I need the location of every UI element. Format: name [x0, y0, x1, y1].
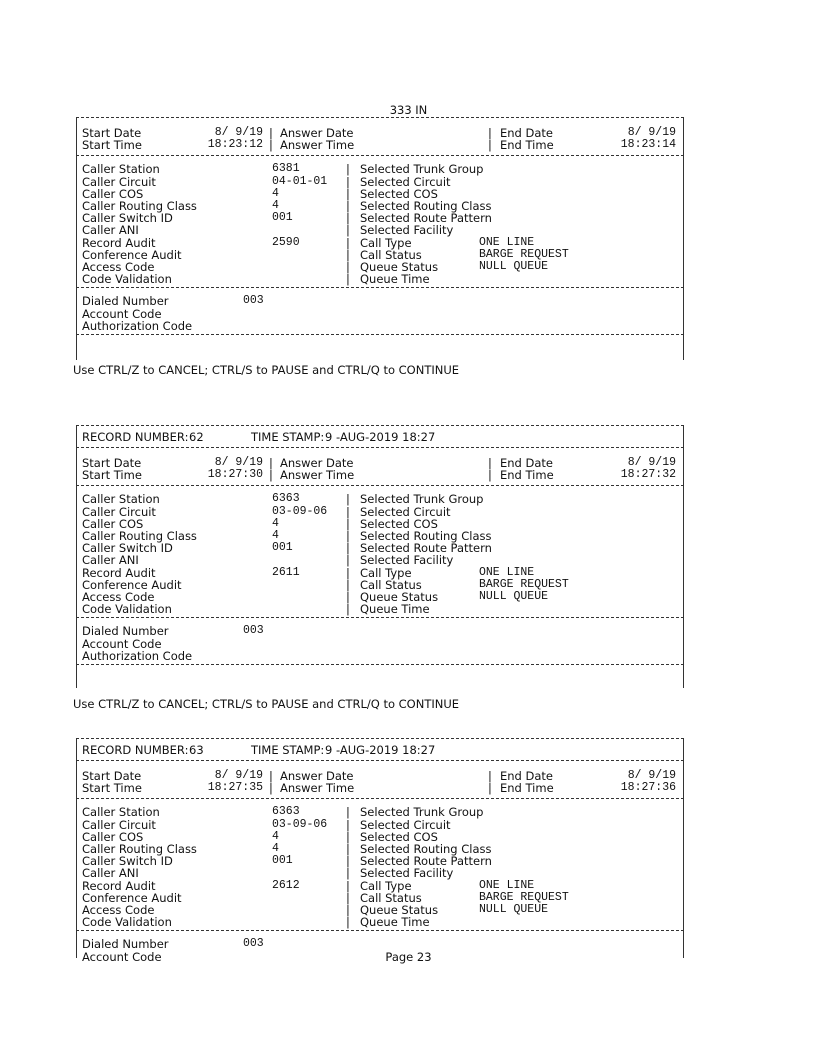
selected-field-value: NULL QUEUE [479, 260, 549, 273]
start-date-value: 8/ 9/19 [214, 769, 263, 782]
answer-time-label: Answer Time [280, 468, 355, 483]
bottom-rule [76, 334, 684, 335]
caller-field-label: Caller COS [82, 516, 144, 531]
account-code-label: Account Code [82, 306, 162, 321]
column-divider: | [346, 174, 350, 189]
left-border [76, 117, 77, 360]
caller-field-label: Caller Station [82, 162, 160, 177]
top-rule [76, 738, 684, 739]
caller-field-value: 03-09-06 [272, 504, 328, 518]
selected-field-label: Queue Time [360, 272, 430, 287]
selected-field-label: Call Type [360, 878, 412, 893]
selected-field-label: Selected Circuit [360, 174, 451, 189]
selected-field-label: Selected Route Pattern [360, 211, 492, 226]
column-divider: | [269, 138, 273, 153]
caller-field-value: 2590 [272, 235, 300, 249]
column-divider: | [488, 468, 492, 483]
column-divider: | [269, 126, 273, 140]
selected-field-label: Queue Status [360, 903, 439, 917]
answer-date-label: Answer Date [280, 456, 354, 470]
caller-field-label: Caller Routing Class [82, 529, 197, 543]
right-border [683, 425, 684, 688]
column-divider: | [346, 492, 350, 507]
column-divider: | [346, 854, 350, 869]
end-date-value: 8/ 9/19 [627, 126, 676, 139]
column-divider: | [346, 272, 350, 287]
top-rule [76, 425, 684, 426]
end-time-label: End Time [500, 138, 554, 153]
end-time-label: End Time [500, 468, 554, 483]
caller-field-label: Caller Circuit [82, 504, 156, 519]
selected-field-label: Selected Trunk Group [360, 492, 484, 507]
end-date-value: 8/ 9/19 [627, 769, 676, 782]
time-stamp-value: 9 -AUG-2019 18:27 [325, 430, 436, 444]
section-rule [76, 155, 684, 156]
column-divider: | [269, 781, 273, 796]
column-divider: | [488, 456, 492, 470]
column-divider: | [346, 577, 350, 592]
selected-field-label: Selected Routing Class [360, 842, 492, 856]
caller-field-label: Caller Switch ID [82, 211, 173, 226]
caller-field-value: 4 [272, 529, 279, 542]
selected-field-label: Selected COS [360, 829, 438, 844]
selected-field-value: BARGE REQUEST [479, 890, 569, 904]
selected-field-label: Selected Facility [360, 553, 454, 568]
column-divider: | [488, 126, 492, 140]
caller-field-value: 4 [272, 842, 279, 855]
start-time-value: 18:23:12 [207, 138, 263, 152]
top-rule [76, 117, 684, 118]
time-stamp-label: TIME STAMP: [251, 743, 325, 757]
selected-field-value: BARGE REQUEST [479, 577, 569, 591]
time-stamp-value: 9 -AUG-2019 18:27 [325, 743, 436, 757]
caller-field-value: 4 [272, 829, 279, 843]
selected-field-label: Call Type [360, 565, 412, 580]
column-divider: | [488, 138, 492, 153]
left-border [76, 425, 77, 688]
column-divider: | [346, 817, 350, 832]
column-divider: | [346, 903, 350, 917]
column-divider: | [346, 211, 350, 226]
selected-field-label: Selected Routing Class [360, 199, 492, 213]
section-rule [76, 485, 684, 486]
dialed-number-value: 003 [243, 624, 264, 638]
column-divider: | [346, 915, 350, 930]
selected-field-label: Selected Route Pattern [360, 541, 492, 556]
column-divider: | [346, 162, 350, 177]
record-number-value: 63 [189, 743, 204, 757]
column-divider: | [346, 223, 350, 238]
right-border [683, 117, 684, 360]
selected-field-label: Queue Status [360, 590, 439, 604]
selected-field-value: NULL QUEUE [479, 903, 549, 916]
dialed-number-value: 003 [243, 294, 264, 308]
section-rule [76, 287, 684, 288]
selected-field-label: Call Status [360, 247, 422, 262]
caller-field-value: 6363 [272, 805, 300, 819]
section-rule [76, 617, 684, 618]
record-number-label: RECORD NUMBER: [82, 430, 189, 444]
caller-field-label: Access Code [82, 903, 155, 917]
caller-field-value: 001 [272, 854, 293, 868]
caller-field-value: 001 [272, 211, 293, 225]
call-record [76, 117, 684, 360]
answer-date-label: Answer Date [280, 126, 354, 140]
section-rule [76, 798, 684, 799]
bottom-rule [76, 664, 684, 665]
column-divider: | [346, 890, 350, 905]
right-border [683, 738, 684, 958]
column-divider: | [346, 878, 350, 893]
column-divider: | [346, 235, 350, 250]
caller-field-label: Caller Station [82, 492, 160, 507]
column-divider: | [488, 781, 492, 796]
start-time-label: Start Time [82, 781, 142, 796]
start-time-label: Start Time [82, 138, 142, 153]
column-divider: | [346, 805, 350, 820]
account-code-label: Account Code [82, 949, 162, 964]
selected-field-value: BARGE REQUEST [479, 247, 569, 261]
caller-field-label: Access Code [82, 590, 155, 604]
selected-field-value: ONE LINE [479, 235, 535, 249]
column-divider: | [269, 468, 273, 483]
column-divider: | [346, 541, 350, 556]
caller-field-value: 03-09-06 [272, 817, 328, 831]
column-divider: | [488, 769, 492, 783]
column-divider: | [269, 456, 273, 470]
caller-field-value: 04-01-01 [272, 174, 328, 188]
selected-field-label: Call Type [360, 235, 412, 250]
end-date-value: 8/ 9/19 [627, 456, 676, 469]
selected-field-label: Selected Routing Class [360, 529, 492, 543]
caller-field-label: Caller COS [82, 186, 144, 201]
selected-field-label: Selected Facility [360, 223, 454, 238]
column-divider: | [346, 829, 350, 844]
authorization-code-label: Authorization Code [82, 318, 193, 333]
answer-date-label: Answer Date [280, 769, 354, 783]
column-divider: | [346, 602, 350, 617]
selected-field-label: Selected Circuit [360, 817, 451, 832]
end-date-label: End Date [500, 769, 553, 783]
selected-field-value: NULL QUEUE [479, 590, 549, 603]
caller-field-label: Conference Audit [82, 247, 182, 262]
selected-field-label: Selected Trunk Group [360, 805, 484, 820]
caller-field-value: 4 [272, 186, 279, 200]
call-record [76, 425, 684, 688]
selected-field-label: Selected Facility [360, 866, 454, 881]
selected-field-label: Selected Circuit [360, 504, 451, 519]
start-date-label: Start Date [82, 126, 142, 140]
caller-field-label: Code Validation [82, 272, 172, 287]
caller-field-label: Caller COS [82, 829, 144, 844]
start-date-value: 8/ 9/19 [214, 456, 263, 469]
selected-field-label: Call Status [360, 577, 422, 592]
caller-field-label: Conference Audit [82, 577, 182, 592]
caller-field-value: 2612 [272, 878, 300, 892]
start-time-value: 18:27:30 [207, 468, 263, 482]
column-divider: | [346, 565, 350, 580]
caller-field-value: 001 [272, 541, 293, 555]
column-divider: | [346, 260, 350, 274]
answer-time-label: Answer Time [280, 138, 355, 153]
caller-field-label: Caller Circuit [82, 817, 156, 832]
caller-field-label: Caller Station [82, 805, 160, 820]
selected-field-value: ONE LINE [479, 878, 535, 892]
selected-field-label: Selected Trunk Group [360, 162, 484, 177]
section-rule [76, 930, 684, 931]
call-record [76, 738, 684, 964]
column-divider: | [346, 866, 350, 881]
caller-field-label: Caller Routing Class [82, 199, 197, 213]
caller-field-value: 6381 [272, 162, 300, 176]
end-date-label: End Date [500, 126, 553, 140]
selected-field-value: ONE LINE [479, 565, 535, 579]
report-header: 333 IN [389, 103, 428, 117]
caller-field-label: Caller ANI [82, 553, 139, 568]
selected-field-label: Selected Route Pattern [360, 854, 492, 869]
account-code-label: Account Code [82, 636, 162, 651]
answer-time-label: Answer Time [280, 781, 355, 796]
caller-field-label: Caller Switch ID [82, 854, 173, 869]
left-border [76, 738, 77, 958]
cancel-instructions: Use CTRL/Z to CANCEL; CTRL/S to PAUSE and CTRL/Q to CONTINUE [73, 697, 460, 711]
caller-field-label: Record Audit [82, 565, 156, 580]
caller-field-value: 4 [272, 516, 279, 530]
caller-field-label: Conference Audit [82, 890, 182, 905]
selected-field-label: Queue Status [360, 260, 439, 274]
end-time-value: 18:27:36 [620, 781, 676, 795]
caller-field-label: Access Code [82, 260, 155, 274]
caller-field-label: Caller Switch ID [82, 541, 173, 556]
time-stamp-label: TIME STAMP: [251, 430, 325, 444]
column-divider: | [346, 199, 350, 213]
start-date-label: Start Date [82, 769, 142, 783]
selected-field-label: Selected COS [360, 186, 438, 201]
start-date-label: Start Date [82, 456, 142, 470]
end-time-value: 18:23:14 [620, 138, 676, 152]
record-number-label: RECORD NUMBER: [82, 743, 189, 757]
caller-field-label: Caller Routing Class [82, 842, 197, 856]
authorization-code-label: Authorization Code [82, 648, 193, 663]
record-number-value: 62 [189, 430, 204, 444]
column-divider: | [346, 186, 350, 201]
caller-field-label: Record Audit [82, 235, 156, 250]
start-time-label: Start Time [82, 468, 142, 483]
dialed-number-label: Dialed Number [82, 624, 169, 639]
column-divider: | [346, 590, 350, 604]
caller-field-label: Caller ANI [82, 223, 139, 238]
caller-field-value: 4 [272, 199, 279, 212]
selected-field-label: Queue Time [360, 602, 430, 617]
column-divider: | [269, 769, 273, 783]
caller-field-label: Code Validation [82, 602, 172, 617]
cancel-instructions: Use CTRL/Z to CANCEL; CTRL/S to PAUSE and CTRL/Q to CONTINUE [73, 363, 460, 377]
end-date-label: End Date [500, 456, 553, 470]
column-divider: | [346, 529, 350, 543]
caller-field-label: Code Validation [82, 915, 172, 930]
record-rule [76, 447, 684, 448]
column-divider: | [346, 504, 350, 519]
caller-field-label: Caller Circuit [82, 174, 156, 189]
start-time-value: 18:27:35 [207, 781, 263, 795]
caller-field-value: 6363 [272, 492, 300, 506]
caller-field-label: Caller ANI [82, 866, 139, 881]
column-divider: | [346, 842, 350, 856]
selected-field-label: Queue Time [360, 915, 430, 930]
start-date-value: 8/ 9/19 [214, 126, 263, 139]
dialed-number-label: Dialed Number [82, 294, 169, 309]
column-divider: | [346, 553, 350, 568]
dialed-number-label: Dialed Number [82, 937, 169, 952]
column-divider: | [346, 516, 350, 531]
selected-field-label: Call Status [360, 890, 422, 905]
caller-field-label: Record Audit [82, 878, 156, 893]
selected-field-label: Selected COS [360, 516, 438, 531]
dialed-number-value: 003 [243, 937, 264, 951]
page-number: Page 23 [385, 950, 432, 964]
end-time-label: End Time [500, 781, 554, 796]
end-time-value: 18:27:32 [620, 468, 676, 482]
column-divider: | [346, 247, 350, 262]
caller-field-value: 2611 [272, 565, 300, 579]
record-rule [76, 760, 684, 761]
